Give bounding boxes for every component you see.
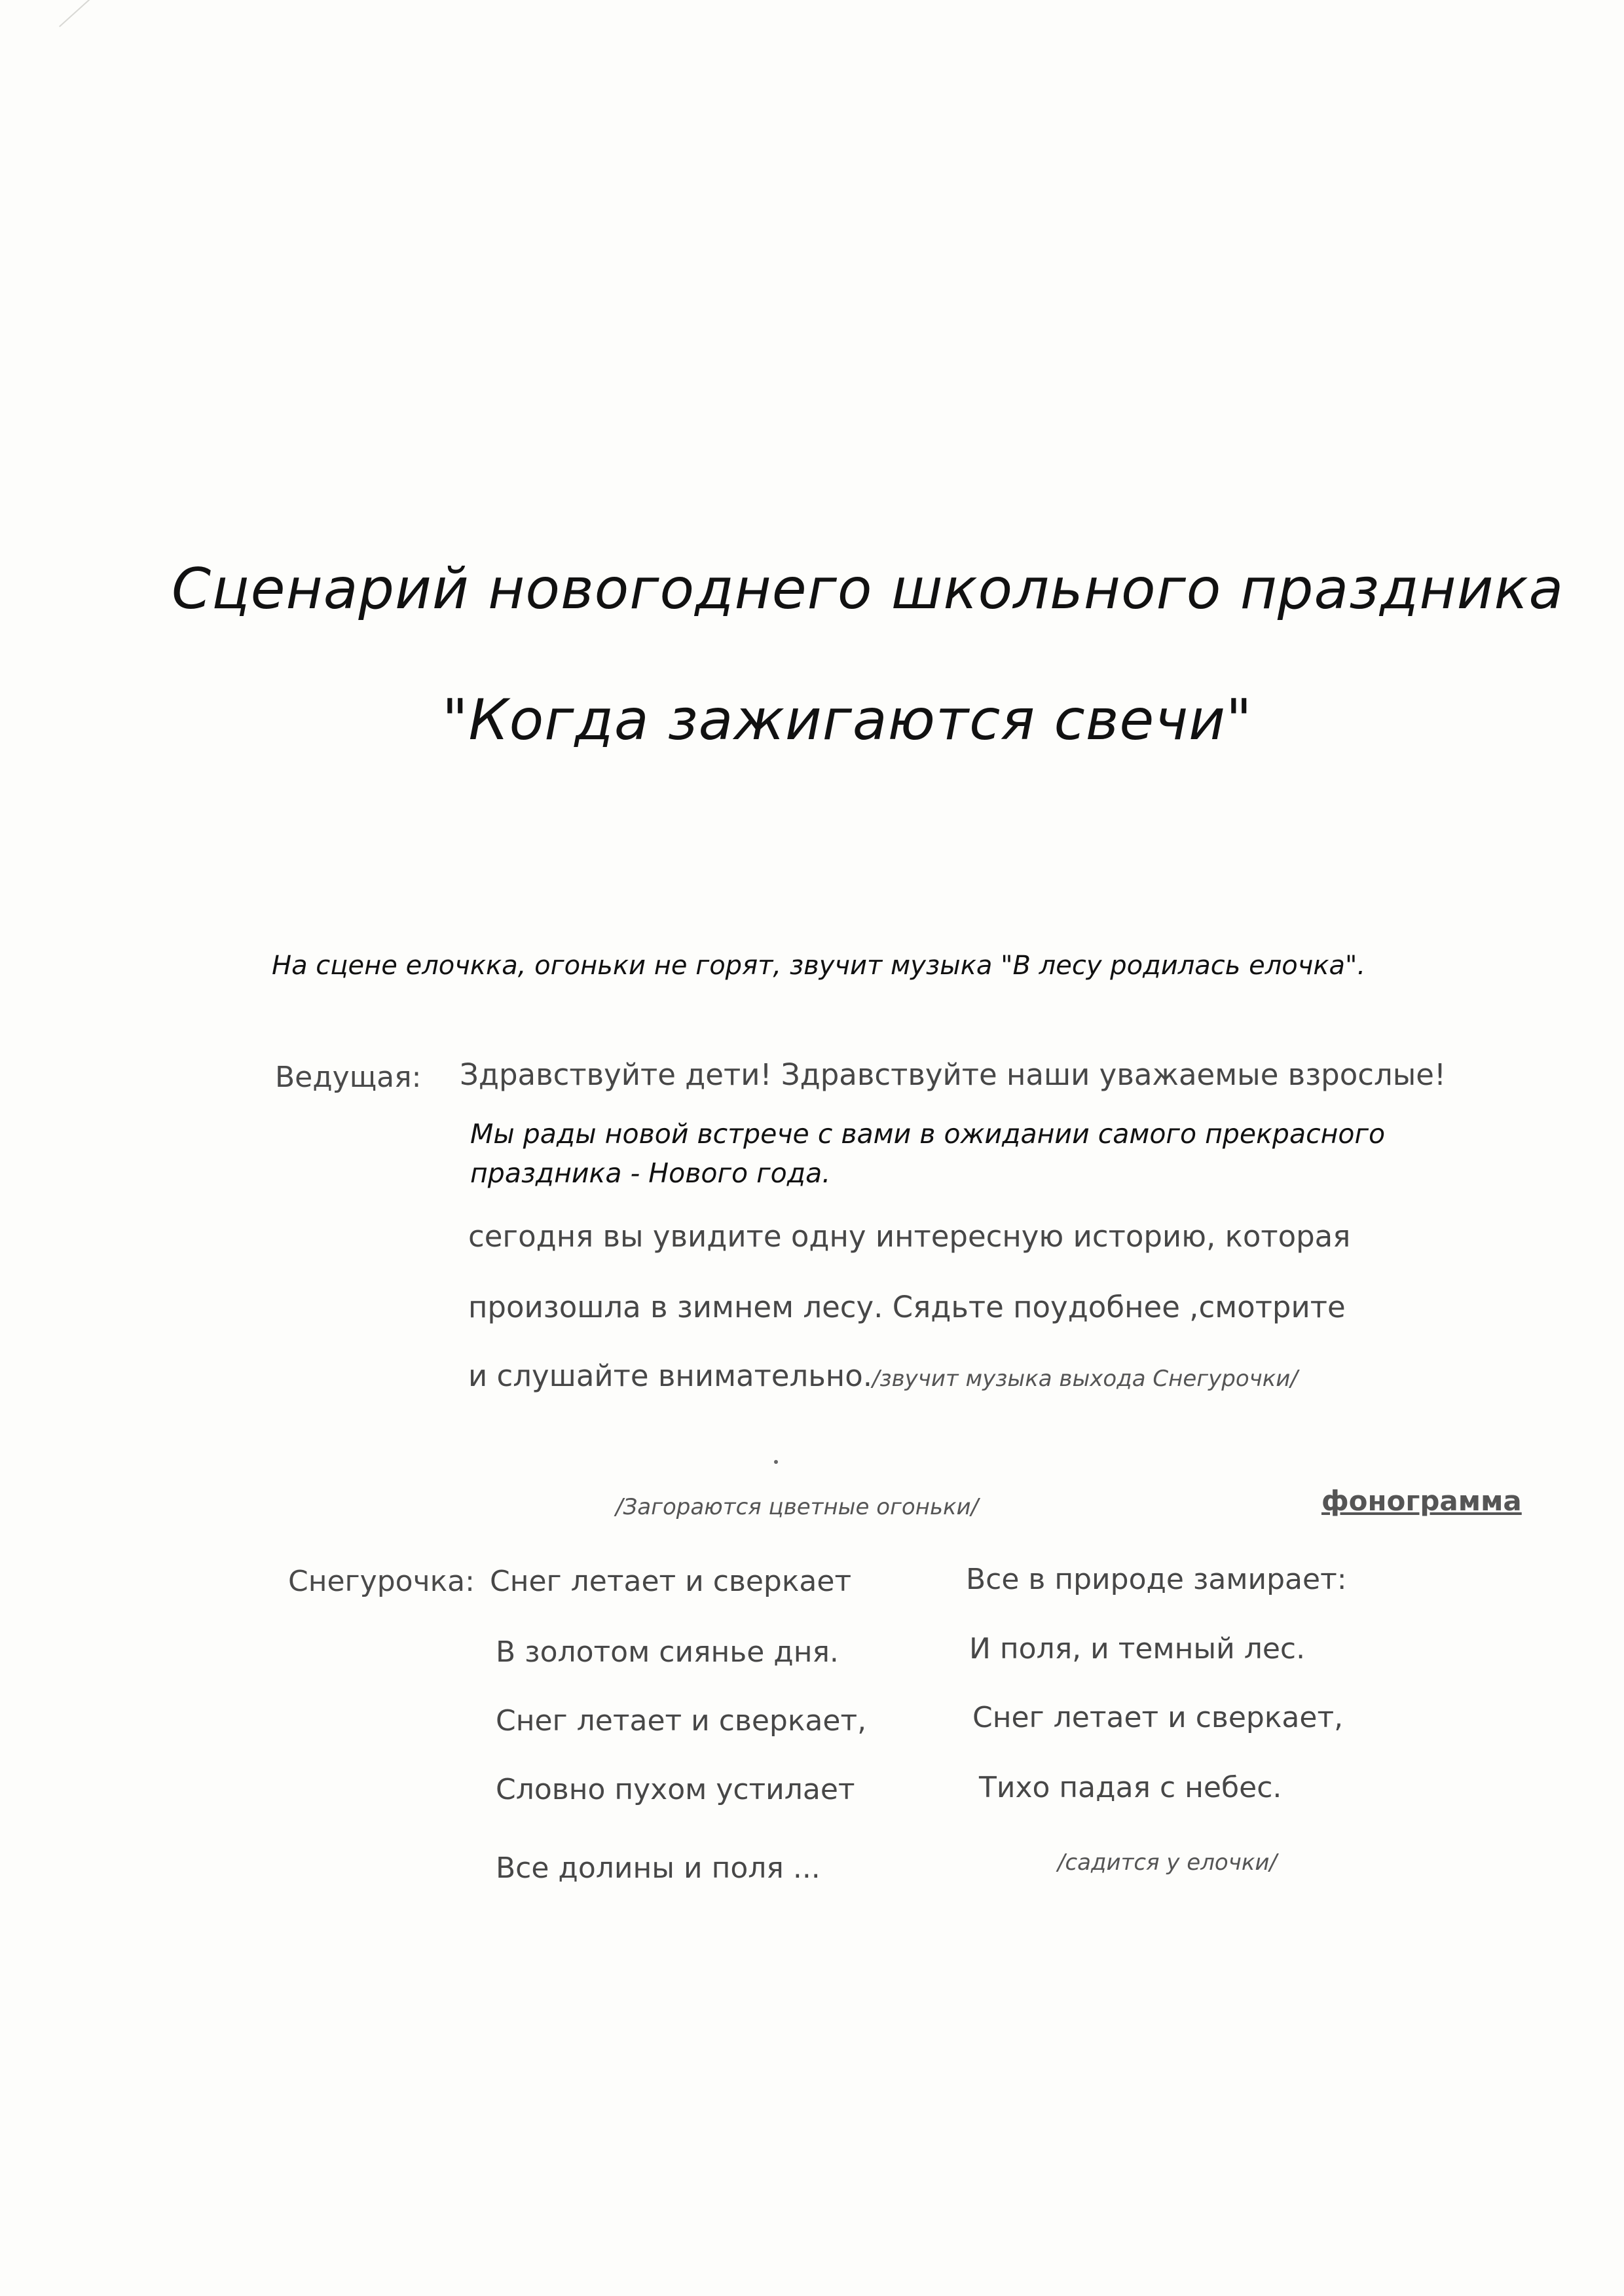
phonogram-label: фонограмма [1321,1485,1522,1517]
verse-line: Снег летает и сверкает, [496,1704,867,1738]
role-host: Ведущая: [275,1061,422,1094]
verse-line: Все в природе замирает: [966,1563,1347,1596]
host-line: Мы рады новой встрече с вами в ожидании самого прекрасного [470,1118,1386,1150]
lights-note: /Загораются цветные огоньки/ [616,1494,979,1520]
verse-line: Тихо падая с небес. [979,1771,1282,1804]
document-subtitle: "Когда зажигаются свечи" [442,687,1253,753]
host-line: и слушайте внимательно. [468,1358,873,1393]
verse-line: Все долины и поля ... [496,1851,821,1885]
music-note: /звучит музыка выхода Снегурочки/ [872,1366,1298,1392]
host-line: сегодня вы увидите одну интересную историю, которая [468,1219,1351,1254]
verse-line: И поля, и темный лес. [969,1632,1306,1666]
scan-dot [774,1460,778,1464]
verse-line: Снег летает и сверкает [490,1565,852,1598]
verse-line: В золотом сиянье дня. [496,1635,839,1669]
role-snow-maiden: Снегурочка: [288,1565,475,1598]
sit-note: /садится у елочки/ [1058,1850,1277,1876]
scan-artifact-line [59,0,123,27]
document-title: Сценарий новогоднего школьного праздника [172,556,1564,622]
verse-line: Снег летает и сверкает, [972,1701,1344,1734]
stage-direction: На сцене елочкка, огоньки не горят, звучит музыка "В лесу родилась елочка". [272,951,1366,981]
host-line: произошла в зимнем лесу. Сядьте поудобнее ,смотрите [468,1290,1346,1324]
host-line: праздника - Нового года. [470,1157,831,1189]
verse-line: Словно пухом устилает [496,1773,855,1806]
host-line-with-note [468,1358,1298,1393]
host-line: Здравствуйте дети! Здравствуйте наши уважаемые взрослые! [460,1057,1446,1092]
